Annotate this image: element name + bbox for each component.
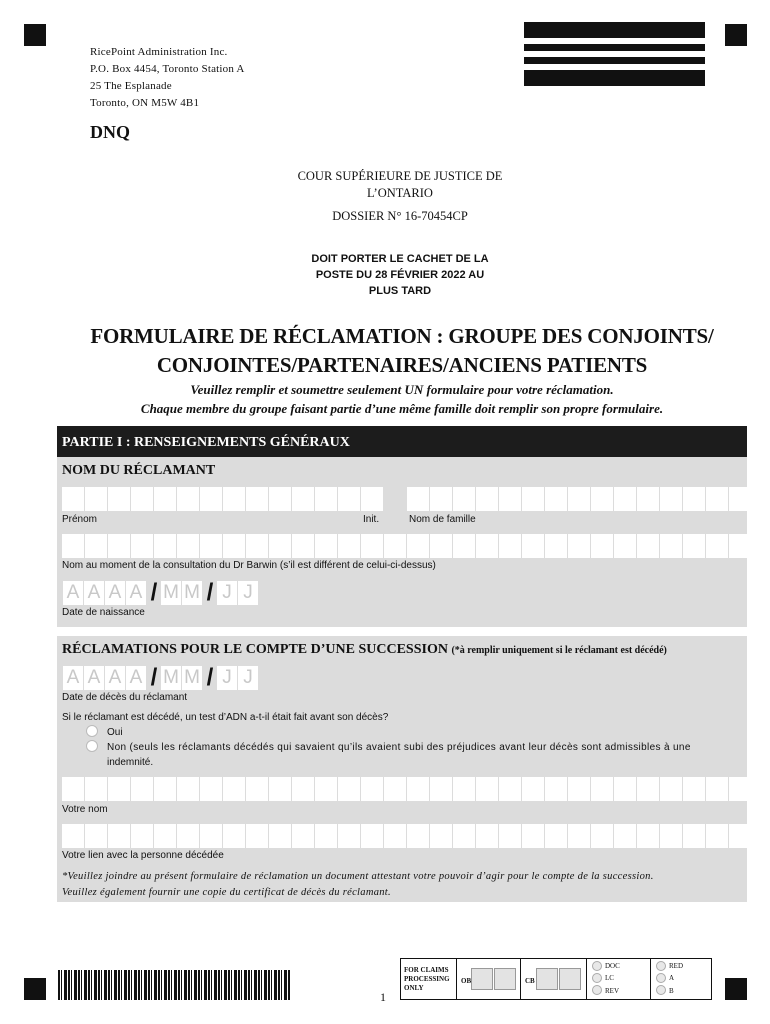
cb-label: CB [525, 977, 535, 985]
claims-processing-label [404, 966, 450, 993]
postmark-deadline [270, 251, 530, 299]
char-box[interactable] [246, 534, 268, 558]
court-line-2: L’ONTARIO [367, 186, 433, 200]
char-box[interactable] [637, 777, 659, 801]
status-cell-1 [586, 959, 650, 999]
char-box[interactable] [430, 534, 452, 558]
part1-header: PARTIE I : RENSEIGNEMENTS GÉNÉRAUX [57, 426, 747, 457]
form-title [40, 322, 764, 380]
char-box[interactable] [660, 777, 682, 801]
char-box[interactable] [85, 487, 107, 511]
char-box[interactable] [62, 487, 84, 511]
char-box[interactable] [246, 487, 268, 511]
option-yes-radio[interactable] [86, 725, 98, 737]
char-box[interactable] [729, 824, 751, 848]
last-name-label: Nom de famille [409, 514, 476, 525]
char-box[interactable] [269, 824, 291, 848]
char-box[interactable] [85, 824, 107, 848]
char-box[interactable] [154, 534, 176, 558]
dob-label: Date de naissance [62, 607, 145, 618]
date-separator: / [206, 664, 214, 691]
death-date-label: Date de décès du réclamant [62, 692, 188, 703]
instructions-line-1: Veuillez remplir et soumettre seulement UN formulaire pour votre réclamation. [190, 382, 614, 397]
court-line-1: COUR SUPÉRIEURE DE JUSTICE DE [297, 169, 503, 183]
char-box[interactable] [62, 534, 84, 558]
relationship-label: Votre lien avec la personne décédée [62, 850, 224, 861]
char-box[interactable] [407, 487, 429, 511]
form-instructions [40, 380, 764, 418]
ob-label: OB [461, 977, 472, 985]
char-box[interactable] [545, 777, 567, 801]
char-box[interactable] [499, 534, 521, 558]
date-separator: / [206, 579, 214, 606]
your-name-label: Votre nom [62, 804, 108, 815]
claims-processing-box [400, 958, 712, 1000]
char-box[interactable] [85, 777, 107, 801]
date-char-box-d[interactable]: J [238, 666, 258, 690]
a-label: A [669, 974, 675, 982]
option-no-label-2: indemnité. [107, 757, 154, 768]
char-box[interactable] [591, 534, 613, 558]
char-box[interactable] [522, 777, 544, 801]
b-label: B [669, 987, 674, 995]
char-box[interactable] [246, 777, 268, 801]
date-char-box-m[interactable]: M [161, 666, 181, 690]
doc-label: DOC [605, 962, 620, 970]
char-box[interactable] [384, 777, 406, 801]
char-box[interactable] [614, 824, 636, 848]
char-box[interactable] [177, 487, 199, 511]
postmark-line-3: PLUS TARD [368, 285, 432, 297]
postmark-line-2: POSTE DU 28 FÉVRIER 2022 AU [315, 269, 485, 281]
char-box[interactable] [522, 824, 544, 848]
option-no-label-1: Non (seuls les réclamants décédés qui savaient qu’ils avaient subi des préjudices avant leur décès sont admissibles à une [107, 742, 691, 753]
char-box[interactable] [131, 824, 153, 848]
first-name-label: Prénom [62, 514, 98, 525]
char-box[interactable] [292, 824, 314, 848]
red-dot [656, 961, 666, 971]
char-box[interactable] [269, 777, 291, 801]
char-box[interactable] [637, 534, 659, 558]
char-box[interactable] [108, 534, 130, 558]
claims-label-2: PROCESSING [404, 975, 450, 983]
char-box[interactable] [269, 534, 291, 558]
char-box[interactable] [476, 487, 498, 511]
part1-panel [57, 457, 747, 627]
registration-mark-bottom-left [24, 978, 46, 1000]
estate-title-note: (*à remplir uniquement si le réclamant est décédé) [451, 645, 667, 656]
barcode [58, 970, 290, 1000]
char-box[interactable] [430, 487, 452, 511]
a-dot [656, 973, 666, 983]
ob-cell [456, 959, 520, 999]
char-box[interactable] [706, 534, 728, 558]
death-date-input[interactable] [63, 666, 259, 690]
last-name-input[interactable] [407, 487, 751, 511]
doc-dot [592, 961, 602, 971]
char-box[interactable] [200, 777, 222, 801]
date-char-box-y[interactable]: A [84, 666, 104, 690]
char-box[interactable] [591, 824, 613, 848]
status-cell-2 [650, 959, 712, 999]
char-box[interactable] [315, 487, 337, 511]
former-name-input[interactable] [62, 534, 751, 558]
first-name-input[interactable] [62, 487, 360, 511]
char-box[interactable] [177, 777, 199, 801]
date-char-box-m[interactable]: M [161, 581, 181, 605]
claims-label-3: ONLY [404, 984, 424, 992]
estate-note-line-1: *Veuillez joindre au présent formulaire de réclamation un document attestant votre pouvoir d’agir pour le compte de la succession. [62, 871, 654, 882]
char-box[interactable] [499, 824, 521, 848]
page-number: 1 [380, 990, 386, 1004]
char-box[interactable] [522, 534, 544, 558]
char-box[interactable] [545, 487, 567, 511]
char-box[interactable] [108, 777, 130, 801]
char-box[interactable] [706, 824, 728, 848]
char-box[interactable] [660, 534, 682, 558]
char-box[interactable] [200, 487, 222, 511]
ob-box-1 [471, 968, 493, 990]
dna-question: Si le réclamant est décédé, un test d’ADN a-t-il était fait avant son décès? [62, 712, 389, 723]
char-box[interactable] [568, 777, 590, 801]
char-box[interactable] [729, 487, 751, 511]
date-char-box-d[interactable]: J [217, 581, 237, 605]
registration-mark-bottom-right [725, 978, 747, 1000]
postal-bars [524, 22, 705, 92]
initial-input[interactable] [361, 487, 383, 511]
char-box[interactable] [407, 824, 429, 848]
red-label: RED [669, 962, 683, 970]
char-box[interactable] [269, 487, 291, 511]
date-separator: / [150, 664, 158, 691]
address-line-1: RicePoint Administration Inc. [90, 46, 228, 58]
title-line-2: CONJOINTES/PARTENAIRES/ANCIENS PATIENTS [156, 353, 648, 377]
char-box[interactable] [315, 824, 337, 848]
date-char-box-m[interactable]: M [182, 666, 202, 690]
char-box[interactable] [108, 487, 130, 511]
char-box[interactable] [384, 824, 406, 848]
char-box[interactable] [499, 487, 521, 511]
date-char-box-y[interactable]: A [63, 581, 83, 605]
date-char-box-y[interactable]: A [84, 581, 104, 605]
char-box[interactable] [292, 487, 314, 511]
char-box[interactable] [361, 487, 383, 511]
char-box[interactable] [407, 777, 429, 801]
char-box[interactable] [683, 487, 705, 511]
char-box[interactable] [453, 824, 475, 848]
char-box[interactable] [683, 824, 705, 848]
char-box[interactable] [453, 777, 475, 801]
char-box[interactable] [430, 824, 452, 848]
date-char-box-y[interactable]: A [105, 581, 125, 605]
cb-cell [520, 959, 586, 999]
char-box[interactable] [108, 824, 130, 848]
char-box[interactable] [637, 487, 659, 511]
date-char-box-d[interactable]: J [217, 666, 237, 690]
lc-dot [592, 973, 602, 983]
title-line-1: FORMULAIRE DE RÉCLAMATION : GROUPE DES CONJOINTS/ [90, 324, 714, 348]
char-box[interactable] [476, 824, 498, 848]
cb-box-2 [559, 968, 581, 990]
instructions-line-2: Chaque membre du groupe faisant partie d’une même famille doit remplir son propre formulaire. [140, 401, 664, 416]
date-char-box-d[interactable]: J [238, 581, 258, 605]
your-name-input[interactable] [62, 777, 751, 801]
char-box[interactable] [85, 534, 107, 558]
char-box[interactable] [683, 534, 705, 558]
char-box[interactable] [223, 777, 245, 801]
char-box[interactable] [706, 487, 728, 511]
char-box[interactable] [62, 777, 84, 801]
char-box[interactable] [315, 534, 337, 558]
lc-label: LC [605, 974, 614, 982]
address-line-4: Toronto, ON M5W 4B1 [90, 97, 200, 109]
date-char-box-y[interactable]: A [105, 666, 125, 690]
former-name-label: Nom au moment de la consultation du Dr Barwin (s’il est différent de celui-ci-dessus) [62, 560, 436, 571]
char-box[interactable] [660, 824, 682, 848]
dossier-number: DOSSIER N° 16-70454CP [332, 209, 468, 223]
char-box[interactable] [200, 534, 222, 558]
rev-dot [592, 985, 602, 995]
char-box[interactable] [177, 534, 199, 558]
option-no-radio[interactable] [86, 740, 98, 752]
char-box[interactable] [223, 534, 245, 558]
char-box[interactable] [338, 777, 360, 801]
date-char-box-m[interactable]: M [182, 581, 202, 605]
char-box[interactable] [568, 534, 590, 558]
char-box[interactable] [568, 487, 590, 511]
relationship-input[interactable] [62, 824, 751, 848]
char-box[interactable] [154, 824, 176, 848]
char-box[interactable] [568, 824, 590, 848]
char-box[interactable] [660, 487, 682, 511]
char-box[interactable] [131, 487, 153, 511]
char-box[interactable] [62, 824, 84, 848]
char-box[interactable] [706, 777, 728, 801]
char-box[interactable] [338, 534, 360, 558]
postmark-line-1: DOIT PORTER LE CACHET DE LA [311, 253, 489, 265]
char-box[interactable] [246, 824, 268, 848]
estate-note [62, 869, 742, 901]
char-box[interactable] [292, 777, 314, 801]
char-box[interactable] [614, 487, 636, 511]
char-box[interactable] [729, 534, 751, 558]
char-box[interactable] [131, 534, 153, 558]
char-box[interactable] [545, 534, 567, 558]
initial-label: Init. [363, 514, 380, 525]
char-box[interactable] [453, 487, 475, 511]
char-box[interactable] [614, 534, 636, 558]
rev-label: REV [605, 987, 619, 995]
char-box[interactable] [223, 824, 245, 848]
char-box[interactable] [729, 777, 751, 801]
estate-note-line-2: Veuillez également fournir une copie du certificat de décès du réclamant. [62, 887, 391, 898]
estate-panel [57, 636, 747, 902]
char-box[interactable] [131, 777, 153, 801]
char-box[interactable] [200, 824, 222, 848]
return-address [90, 44, 245, 112]
char-box[interactable] [154, 777, 176, 801]
estate-title-text: RÉCLAMATIONS POUR LE COMPTE D’UNE SUCCESSION [62, 642, 448, 657]
char-box[interactable] [361, 824, 383, 848]
char-box[interactable] [476, 777, 498, 801]
registration-mark-top-right [725, 24, 747, 46]
court-name [245, 168, 555, 202]
estate-title [62, 642, 667, 658]
date-separator: / [150, 579, 158, 606]
char-box[interactable] [292, 534, 314, 558]
b-dot [656, 985, 666, 995]
claimant-name-title: NOM DU RÉCLAMANT [62, 463, 216, 478]
char-box[interactable] [522, 487, 544, 511]
char-box[interactable] [361, 534, 383, 558]
registration-mark-top-left [24, 24, 46, 46]
char-box[interactable] [384, 534, 406, 558]
date-char-box-y[interactable]: A [126, 581, 146, 605]
char-box[interactable] [453, 534, 475, 558]
char-box[interactable] [177, 824, 199, 848]
address-line-2: P.O. Box 4454, Toronto Station A [90, 63, 245, 75]
dob-input[interactable] [63, 581, 259, 605]
claims-label-1: FOR CLAIMS [404, 966, 449, 974]
char-box[interactable] [361, 777, 383, 801]
char-box[interactable] [591, 487, 613, 511]
cb-box-1 [536, 968, 558, 990]
char-box[interactable] [683, 777, 705, 801]
char-box[interactable] [637, 824, 659, 848]
char-box[interactable] [338, 487, 360, 511]
date-char-box-y[interactable]: A [126, 666, 146, 690]
char-box[interactable] [545, 824, 567, 848]
date-char-box-y[interactable]: A [63, 666, 83, 690]
dnq-label: DNQ [90, 122, 130, 142]
char-box[interactable] [223, 487, 245, 511]
char-box[interactable] [154, 487, 176, 511]
char-box[interactable] [476, 534, 498, 558]
char-box[interactable] [315, 777, 337, 801]
address-line-3: 25 The Esplanade [90, 80, 172, 92]
char-box[interactable] [430, 777, 452, 801]
char-box[interactable] [499, 777, 521, 801]
char-box[interactable] [338, 824, 360, 848]
char-box[interactable] [407, 534, 429, 558]
ob-box-2 [494, 968, 516, 990]
option-yes-label: Oui [107, 727, 123, 738]
char-box[interactable] [591, 777, 613, 801]
char-box[interactable] [614, 777, 636, 801]
